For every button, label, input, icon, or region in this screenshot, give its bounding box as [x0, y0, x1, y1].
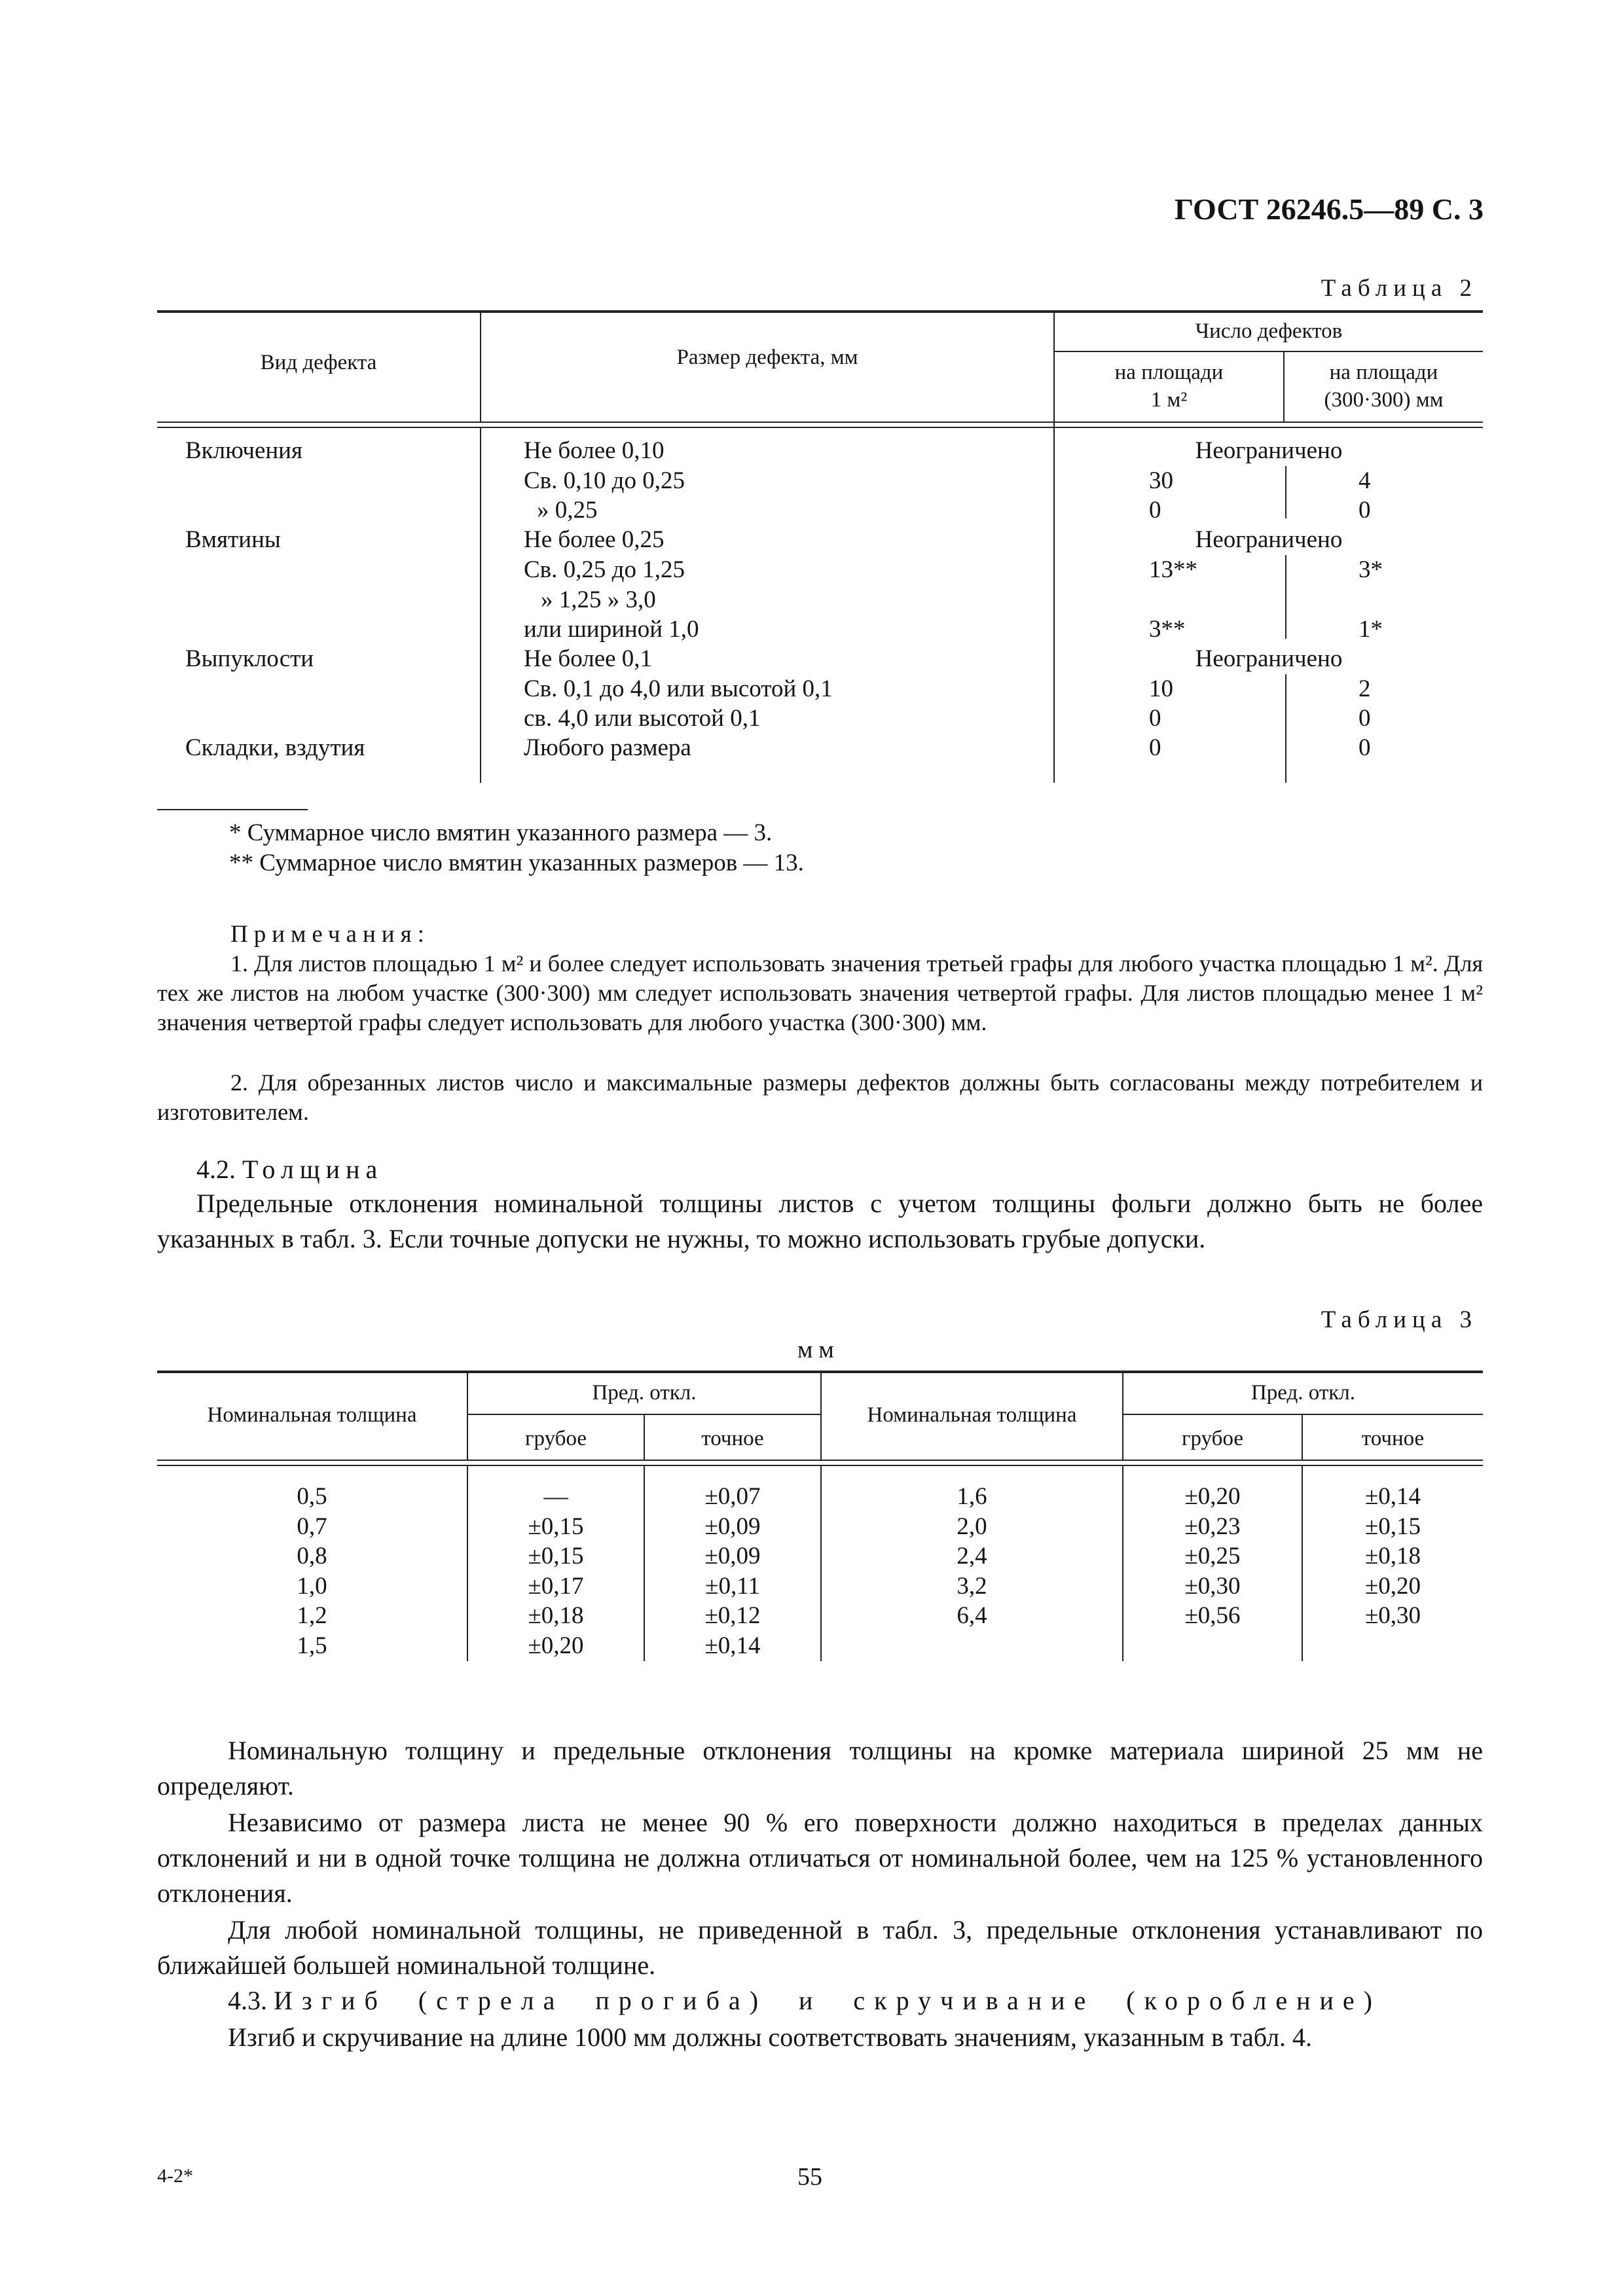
- page-header: ГОСТ 26246.5—89 С. 3: [1174, 192, 1484, 226]
- footnote: ** Суммарное число вмятин указанных размеров — 13.: [229, 850, 804, 876]
- table2-row-size: Не более 0,10: [524, 437, 665, 464]
- table2-row-size: Не более 0,25: [524, 526, 665, 553]
- table2-row-count-1m2: 0: [1149, 497, 1161, 524]
- table2-row-size: или шириной 1,0: [524, 616, 699, 643]
- table2-header-area-300: на площади (300·300) мм: [1324, 361, 1444, 412]
- section-4-2-text: Предельные отклонения номинальной толщины листов с учетом толщины фольги должно быть не более указанных в табл. 3. Если точные допуски не нужны, то можно использовать грубые допуски.: [157, 1189, 1483, 1253]
- table2-header-rule: [157, 422, 1483, 423]
- table2-header-defect-size: Размер дефекта, мм: [676, 346, 858, 369]
- table2-count-divider: [1285, 674, 1286, 783]
- table2-row-size: Св. 0,25 до 1,25: [524, 556, 685, 583]
- table2-header-defect-type: Вид дефекта: [260, 351, 377, 374]
- table2-row-count-300: 0: [1359, 734, 1371, 761]
- table2-caption: Таблица 2: [1321, 275, 1478, 302]
- table2-row-count-1m2: 0: [1149, 734, 1161, 761]
- table2-header-rule: [157, 427, 1483, 428]
- table3-header-deviation: Пред. откл.: [1250, 1381, 1356, 1405]
- table2-count-divider: [1285, 466, 1286, 518]
- table2-row-count-300: 2: [1359, 675, 1371, 702]
- table2-top-rule: [157, 310, 1483, 313]
- table2-row-size: Любого размера: [524, 734, 691, 761]
- notes-title: Примечания:: [230, 921, 430, 948]
- table3-cell: ±0,14 ±0,15 ±0,18 ±0,20 ±0,30: [1364, 1483, 1421, 1629]
- table2-subheader-rule: [1053, 351, 1483, 352]
- table2-row-count-1m2: 0: [1149, 705, 1161, 732]
- table3-header-rule: [157, 1460, 1483, 1461]
- table2-divider: [480, 428, 481, 783]
- footnote-rule: [157, 809, 308, 810]
- table2-row-count-1m2: 30: [1149, 467, 1173, 494]
- table3-caption: Таблица 3: [1321, 1306, 1478, 1333]
- table2-row-type: Выпуклости: [185, 645, 314, 672]
- body-paragraph: Номинальную толщину и предельные отклонения толщины на кромке материала шириной 25 мм не определяют.: [157, 1736, 1483, 1801]
- table2-row-merged: Неограничено: [1195, 526, 1343, 553]
- table3-header-coarse: грубое: [1181, 1427, 1243, 1450]
- table2-row-size: Не более 0,1: [524, 645, 653, 672]
- table2-row-count-300: 4: [1359, 467, 1371, 494]
- table2-row-count-300: 3*: [1359, 556, 1383, 583]
- table2-count-divider: [1285, 555, 1286, 639]
- table2-row-size: св. 4,0 или высотой 0,1: [524, 705, 761, 732]
- table2-header-area-1m2: на площади 1 м²: [1114, 361, 1224, 412]
- body-paragraph: Независимо от размера листа не менее 90 % его поверхности должно находиться в пределах данных отклонений и ни в одной точке толщина не должна отличаться от номинальной более, чем на 125 % установленного отклонения.: [157, 1808, 1483, 1908]
- table2-row-size: » 1,25 » 3,0: [541, 586, 656, 613]
- table2-row-count-1m2: 13**: [1149, 556, 1197, 583]
- table3-header-deviation: Пред. откл.: [592, 1381, 697, 1405]
- table2-row-size: Св. 0,10 до 0,25: [524, 467, 685, 494]
- table2-row-count-300: 0: [1359, 497, 1371, 524]
- table2-row-size: Св. 0,1 до 4,0 или высотой 0,1: [524, 675, 833, 702]
- table2-row-merged: Неограничено: [1195, 645, 1343, 672]
- table3-unit: мм: [797, 1336, 840, 1363]
- body-paragraph: Для любой номинальной толщины, не приведенной в табл. 3, предельные отклонения устанавливают по ближайшей большей номинальной толщине.: [157, 1915, 1483, 1980]
- section-4-2-heading: 4.2. Толщина: [196, 1155, 384, 1184]
- table2-row-count-1m2: 10: [1149, 675, 1173, 702]
- table3-cell: ±0,20 ±0,23 ±0,25 ±0,30 ±0,56: [1184, 1483, 1241, 1629]
- footer-mark: 4-2*: [157, 2165, 193, 2187]
- table3-cell: 1,6 2,0 2,4 3,2 6,4: [957, 1483, 987, 1629]
- table3-cell: 0,5 0,7 0,8 1,0 1,2 1,5: [297, 1483, 327, 1659]
- table3-header-nominal: Номинальная толщина: [867, 1403, 1077, 1427]
- table3-header-nominal: Номинальная толщина: [207, 1403, 417, 1427]
- section-4-3-heading: 4.3. Изгиб (стрела прогиба) и скручивание (коробление): [228, 1986, 1381, 2015]
- table2-row-type: Вмятины: [185, 526, 281, 553]
- table2-row-type: Включения: [185, 437, 303, 464]
- table3-cell: ±0,07 ±0,09 ±0,09 ±0,11 ±0,12 ±0,14: [704, 1483, 761, 1659]
- note-1: 1. Для листов площадью 1 м² и более следует использовать значения третьей графы для любого участка площадью 1 м². Для тех же листов на любом участке (300·300) мм следует использовать значения четвертой графы. Для листов площадью менее 1 м² значения четвертой графы следует использовать для любого участка (300·300) мм.: [157, 950, 1483, 1035]
- section-4-3-text: Изгиб и скручивание на длине 1000 мм должны соответствовать значениям, указанным в табл. 4.: [228, 2022, 1313, 2052]
- table2-row-count-1m2: 3**: [1149, 616, 1186, 643]
- table2-row-size: » 0,25: [537, 497, 598, 524]
- table2-row-type: Складки, вздутия: [185, 734, 365, 761]
- table3-header-fine: точное: [1361, 1427, 1425, 1450]
- table2-row-count-300: 0: [1359, 705, 1371, 732]
- footnote: * Суммарное число вмятин указанного размера — 3.: [229, 819, 773, 846]
- table3-cell: — ±0,15 ±0,15 ±0,17 ±0,18 ±0,20: [528, 1483, 584, 1659]
- note-2: 2. Для обрезанных листов число и максимальные размеры дефектов должны быть согласованы между потребителем и изготовителем.: [157, 1069, 1483, 1125]
- table2-row-count-300: 1*: [1359, 616, 1383, 643]
- table3-header-fine: точное: [701, 1427, 764, 1450]
- table3-header-coarse: грубое: [524, 1427, 587, 1450]
- page-number: 55: [797, 2163, 822, 2191]
- table2-row-merged: Неограничено: [1195, 437, 1343, 464]
- table2-header-defect-count: Число дефектов: [1195, 319, 1343, 343]
